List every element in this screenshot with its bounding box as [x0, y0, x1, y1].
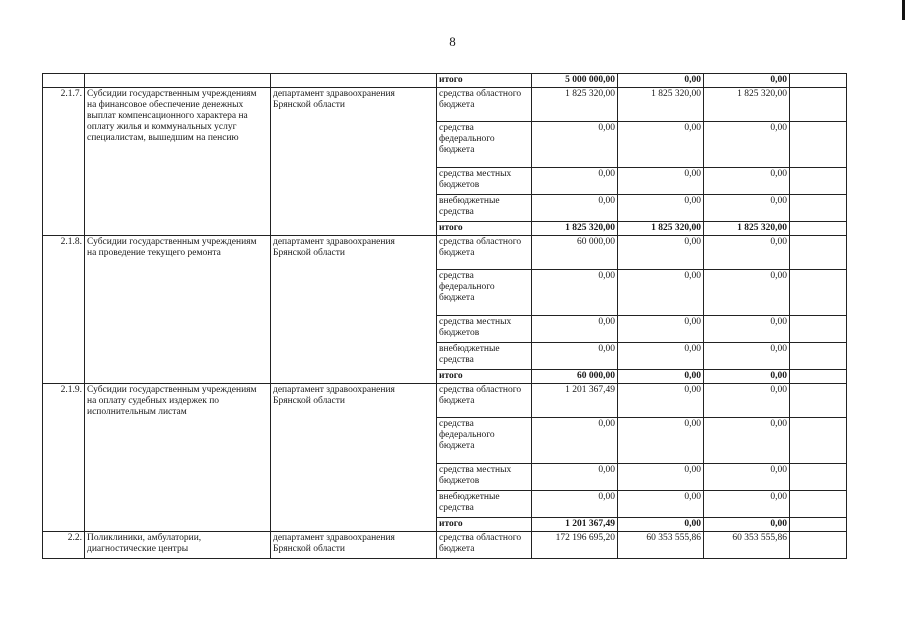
empty-cell — [790, 316, 847, 343]
empty-cell — [43, 74, 85, 88]
amount-year-2: 0,00 — [618, 343, 704, 370]
funding-source: средства областного бюджета — [437, 236, 532, 270]
funding-source: средства областного бюджета — [437, 532, 532, 559]
empty-cell — [790, 168, 847, 195]
funding-source: внебюджетные средства — [437, 195, 532, 222]
item-executor: департамент здравоохранения Брянской области — [271, 384, 437, 532]
amount-year-2: 1 825 320,00 — [618, 88, 704, 122]
amount-year-1: 60 000,00 — [532, 236, 618, 270]
empty-cell — [85, 74, 271, 88]
amount-year-1: 0,00 — [532, 168, 618, 195]
amount-year-1: 0,00 — [532, 343, 618, 370]
funding-source: средства федерального бюджета — [437, 418, 532, 464]
amount-year-3: 60 353 555,86 — [704, 532, 790, 559]
empty-cell — [790, 343, 847, 370]
amount-year-1: 0,00 — [532, 122, 618, 168]
amount-year-2: 0,00 — [618, 316, 704, 343]
amount-year-3: 0,00 — [704, 491, 790, 518]
amount-year-1: 0,00 — [532, 464, 618, 491]
amount-year-3: 0,00 — [704, 122, 790, 168]
total-value: 60 000,00 — [532, 370, 618, 384]
item-name: Субсидии государственным учреждениям на проведение текущего ремонта — [85, 236, 271, 384]
funding-source: средства местных бюджетов — [437, 168, 532, 195]
amount-year-3: 0,00 — [704, 343, 790, 370]
item-number: 2.1.7. — [43, 88, 85, 236]
amount-year-3: 0,00 — [704, 418, 790, 464]
total-label: итого — [437, 222, 532, 236]
item-number: 2.1.8. — [43, 236, 85, 384]
amount-year-2: 60 353 555,86 — [618, 532, 704, 559]
amount-year-2: 0,00 — [618, 168, 704, 195]
table-row — [43, 384, 847, 418]
amount-year-1: 0,00 — [532, 195, 618, 222]
funding-source: внебюджетные средства — [437, 343, 532, 370]
funding-source: средства федерального бюджета — [437, 270, 532, 316]
amount-year-1: 0,00 — [532, 491, 618, 518]
total-value: 0,00 — [618, 518, 704, 532]
empty-cell — [790, 370, 847, 384]
amount-year-3: 0,00 — [704, 270, 790, 316]
total-value: 1 201 367,49 — [532, 518, 618, 532]
amount-year-3: 1 825 320,00 — [704, 88, 790, 122]
empty-cell — [790, 122, 847, 168]
amount-year-3: 0,00 — [704, 464, 790, 491]
empty-cell — [790, 236, 847, 270]
amount-year-2: 0,00 — [618, 464, 704, 491]
amount-year-3: 0,00 — [704, 236, 790, 270]
amount-year-2: 0,00 — [618, 195, 704, 222]
empty-cell — [790, 270, 847, 316]
empty-cell — [790, 491, 847, 518]
empty-cell — [271, 74, 437, 88]
item-name: Субсидии государственным учреждениям на оплату судебных издержек по исполнительным листам — [85, 384, 271, 532]
empty-cell — [790, 518, 847, 532]
amount-year-1: 1 201 367,49 — [532, 384, 618, 418]
amount-year-1: 0,00 — [532, 418, 618, 464]
total-label: итого — [437, 74, 532, 88]
table-row-total — [43, 74, 847, 88]
empty-cell — [790, 88, 847, 122]
page-number: 8 — [449, 34, 456, 49]
item-executor: департамент здравоохранения Брянской области — [271, 236, 437, 384]
funding-source: средства областного бюджета — [437, 384, 532, 418]
total-value: 0,00 — [618, 370, 704, 384]
total-value: 1 825 320,00 — [704, 222, 790, 236]
budget-table — [42, 73, 847, 559]
total-value: 1 825 320,00 — [618, 222, 704, 236]
funding-source: средства областного бюджета — [437, 88, 532, 122]
amount-year-2: 0,00 — [618, 418, 704, 464]
amount-year-3: 0,00 — [704, 168, 790, 195]
amount-year-3: 0,00 — [704, 384, 790, 418]
total-value: 5 000 000,00 — [532, 74, 618, 88]
table-row — [43, 236, 847, 270]
total-value: 0,00 — [704, 74, 790, 88]
total-value: 1 825 320,00 — [532, 222, 618, 236]
amount-year-2: 0,00 — [618, 122, 704, 168]
amount-year-1: 172 196 695,20 — [532, 532, 618, 559]
empty-cell — [790, 532, 847, 559]
item-name: Субсидии государственным учреждениям на финансовое обеспечение денежных выплат компенсационного характера на оплату жилья и коммунальных услуг специалистам, вышедшим на пенсию — [85, 88, 271, 236]
amount-year-2: 0,00 — [618, 236, 704, 270]
funding-source: средства местных бюджетов — [437, 464, 532, 491]
total-value: 0,00 — [704, 370, 790, 384]
funding-source: средства местных бюджетов — [437, 316, 532, 343]
empty-cell — [790, 464, 847, 491]
empty-cell — [790, 74, 847, 88]
item-executor: департамент здравоохранения Брянской области — [271, 532, 437, 559]
total-value: 0,00 — [618, 74, 704, 88]
table-row — [43, 88, 847, 122]
amount-year-2: 0,00 — [618, 384, 704, 418]
funding-source: средства федерального бюджета — [437, 122, 532, 168]
total-value: 0,00 — [704, 518, 790, 532]
amount-year-1: 0,00 — [532, 316, 618, 343]
empty-cell — [790, 222, 847, 236]
amount-year-1: 1 825 320,00 — [532, 88, 618, 122]
amount-year-2: 0,00 — [618, 491, 704, 518]
item-number: 2.2. — [43, 532, 85, 559]
table-row — [43, 532, 847, 559]
item-executor: департамент здравоохранения Брянской области — [271, 88, 437, 236]
amount-year-3: 0,00 — [704, 195, 790, 222]
item-name: Поликлиники, амбулатории, диагностические центры — [85, 532, 271, 559]
amount-year-1: 0,00 — [532, 270, 618, 316]
amount-year-2: 0,00 — [618, 270, 704, 316]
total-label: итого — [437, 370, 532, 384]
total-label: итого — [437, 518, 532, 532]
table-body — [43, 74, 847, 559]
item-number: 2.1.9. — [43, 384, 85, 532]
empty-cell — [790, 384, 847, 418]
amount-year-3: 0,00 — [704, 316, 790, 343]
funding-source: внебюджетные средства — [437, 491, 532, 518]
empty-cell — [790, 418, 847, 464]
empty-cell — [790, 195, 847, 222]
